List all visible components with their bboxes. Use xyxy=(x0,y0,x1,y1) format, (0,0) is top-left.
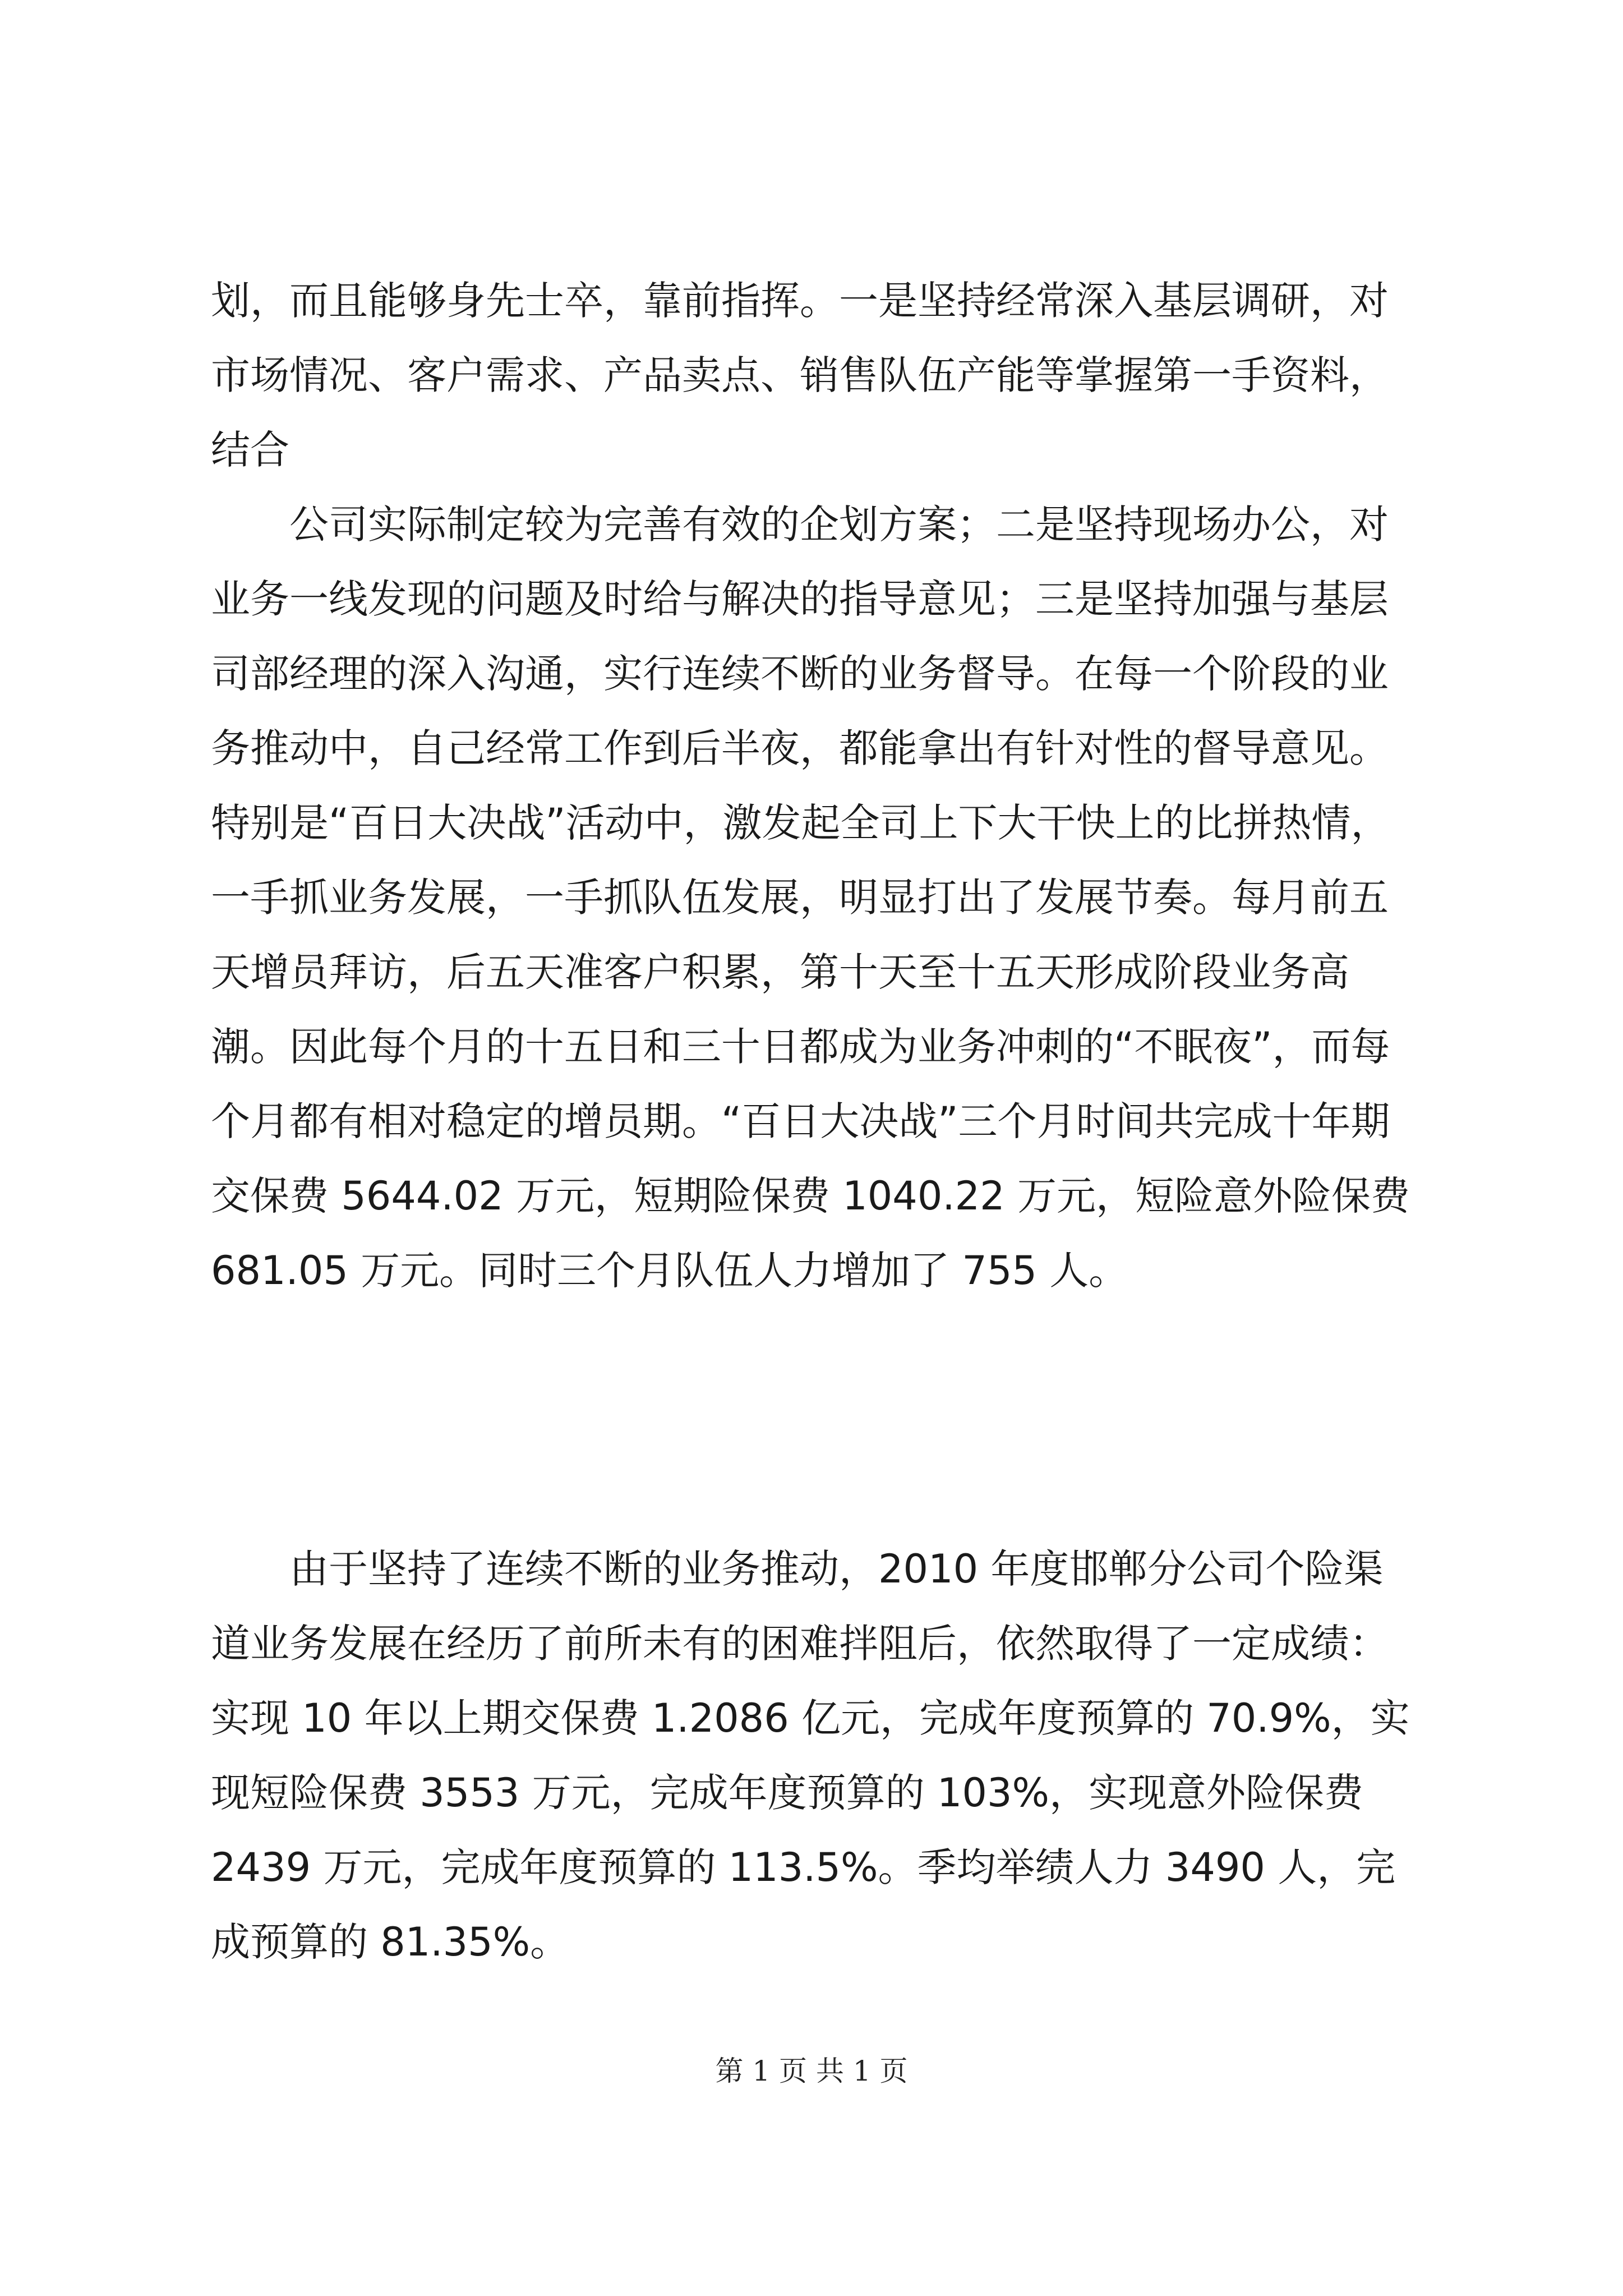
paragraph-2: 公司实际制定较为完善有效的企划方案；二是坚持现场办公，对业务一线发现的问题及时给与解决的指导意见；三是坚持加强与基层司部经理的深入沟通，实行连续不断的业务督导。在每一个阶段的业务推动中，自己经常工作到后半夜，都能拿出有针对性的督导意见。特别是“百日大决战”活动中，激发起全司上下大干快上的比拼热情，一手抓业务发展，一手抓队伍发展，明显打出了发展节奏。每月前五天增员拜访，后五天准客户积累，第十天至十五天形成阶段业务高潮。因此每个月的十五日和三十日都成为业务冲刺的“不眠夜”，而每个月都有相对稳定的增员期。“百日大决战”三个月时间共完成十年期交保费 5644.02 万元，短期险保费 1040.22 万元，短险意外险保费 681.05 万元。同时三个月队伍人力增加了 755 人。 xyxy=(211,501,1410,1294)
page-footer: 第 1 页 共 1 页 xyxy=(715,2055,908,2087)
paragraph-1: 划，而且能够身先士卒，靠前指挥。一是坚持经常深入基层调研，对市场情况、客户需求、产品卖点、销售队伍产能等掌握第一手资料，结合 xyxy=(211,278,1389,473)
paragraph-3: 由于坚持了连续不断的业务推动，2010 年度邯郸分公司个险渠道业务发展在经历了前所未有的困难拌阻后，依然取得了一定成绩：实现 10 年以上期交保费 1.2086 亿元，完成年度预算的 70.9%，实现短险保费 3553 万元，完成年度预算的 103%，实现意外险保费 2439 万元，完成年度预算的 113.5%。季均举绩人力 3490 人，完成预算的 81.35%。 xyxy=(211,1546,1410,1965)
